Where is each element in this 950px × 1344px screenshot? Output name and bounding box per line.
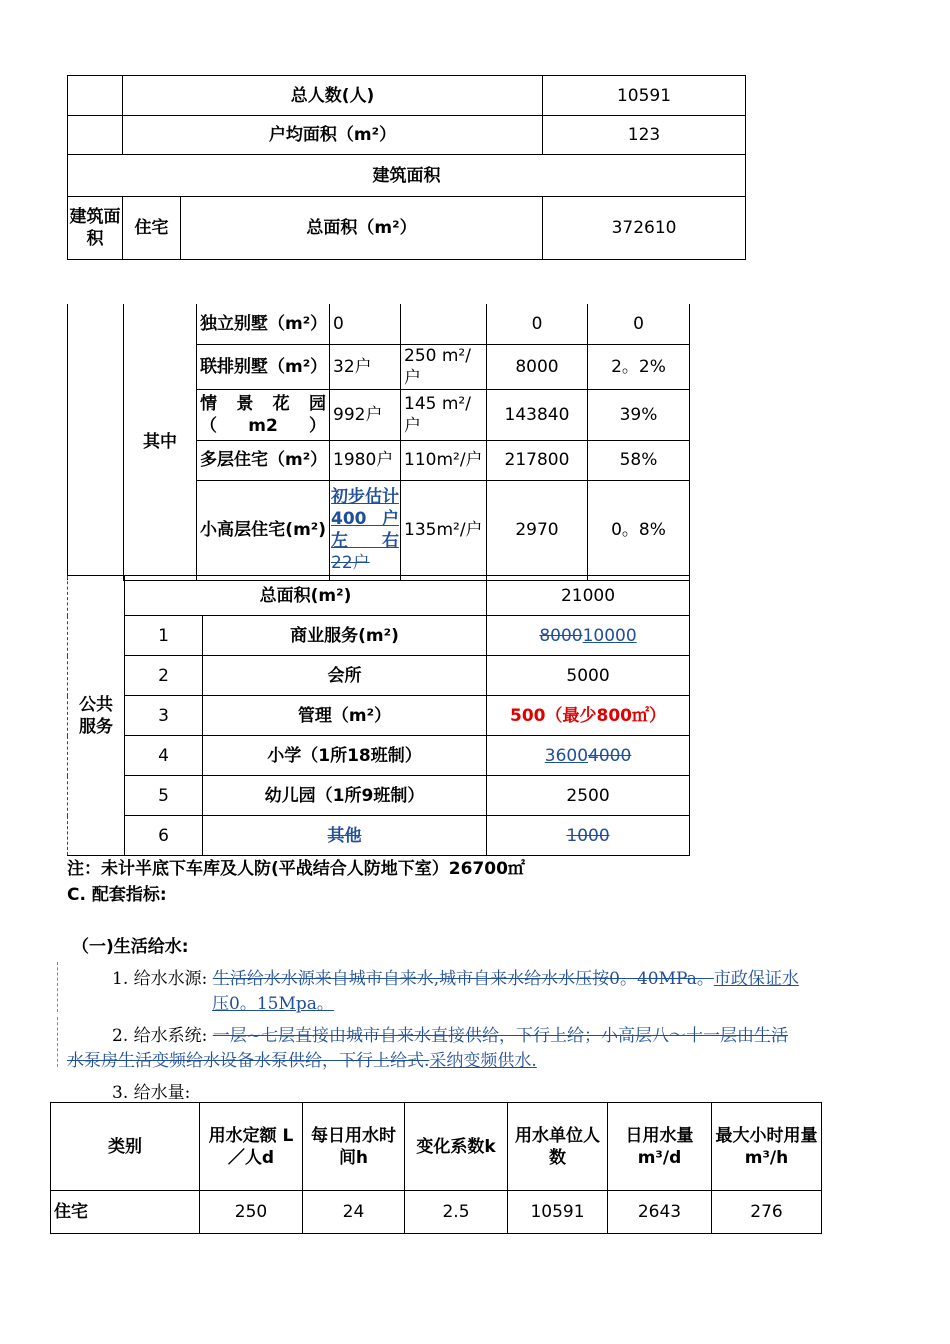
- tracked-deletion: 8000: [539, 625, 583, 646]
- header-people: 用水单位人数: [508, 1103, 608, 1191]
- pct-cell: 2。2%: [588, 344, 690, 389]
- tracked-deletion: 22户: [331, 553, 370, 573]
- sub-label: 住宅: [123, 197, 181, 260]
- row-number: 6: [125, 816, 203, 856]
- service-name: 商业服务(m²): [203, 616, 487, 656]
- row-number: 3: [125, 696, 203, 736]
- total-population-label: 总人数(人): [123, 76, 543, 116]
- service-name: [203, 816, 487, 856]
- tracked-deletion: 1000: [566, 825, 610, 846]
- group-label: 其中: [124, 304, 197, 580]
- item1-line-2: [212, 989, 334, 1014]
- service-name: 管理（m²）: [203, 696, 487, 736]
- service-value: [487, 816, 690, 856]
- count-cell: 32户: [330, 344, 401, 389]
- type-cell: 独立别墅（m²）: [197, 304, 330, 344]
- type-cell: 情 景 花 园（m2）: [197, 389, 330, 440]
- tracked-deletion: 一层~七层直接由城市自来水直接供给，下行上给；小高层八～十一层由生活: [212, 1026, 789, 1046]
- blank-cell: [68, 76, 123, 116]
- header-factor: 变化系数k: [405, 1103, 508, 1191]
- row-number: 5: [125, 776, 203, 816]
- tracked-deletion: 其他: [327, 825, 362, 846]
- tracked-insertion: 10000: [582, 625, 637, 646]
- row-people: 10591: [508, 1191, 608, 1234]
- residential-area-value: 372610: [543, 197, 746, 260]
- group-label: 建筑面积: [68, 197, 123, 260]
- item3-line: 3. 给水量:: [112, 1083, 191, 1103]
- row-category: 住宅: [51, 1191, 200, 1234]
- header-hours: 每日用水时间h: [303, 1103, 405, 1191]
- row-quota: 250: [200, 1191, 303, 1234]
- service-value: [487, 736, 690, 776]
- header-quota: 用水定额 L／人d: [200, 1103, 303, 1191]
- item2-line: [112, 1021, 788, 1046]
- unit-cell: [401, 304, 487, 344]
- row-daily: 2643: [608, 1191, 712, 1234]
- unit-cell: 135m²/户: [401, 480, 487, 580]
- unit-cell: 110m²/户: [401, 440, 487, 480]
- service-value: 500（最少800㎡）: [487, 696, 690, 736]
- row-number: 2: [125, 656, 203, 696]
- item1-line: [112, 964, 799, 989]
- count-cell: [330, 480, 401, 580]
- type-cell: 多层住宅（m²）: [197, 440, 330, 480]
- total-label: 总面积(m²): [125, 576, 487, 616]
- section-c-heading: C. 配套指标:: [67, 885, 167, 905]
- pct-cell: 39%: [588, 389, 690, 440]
- item2-line-2: [67, 1046, 537, 1071]
- service-name: 幼儿园（1所9班制）: [203, 776, 487, 816]
- avg-area-value: 123: [543, 116, 746, 155]
- blank-cell: [68, 304, 124, 580]
- service-name: 小学（1所18班制）: [203, 736, 487, 776]
- service-value: 5000: [487, 656, 690, 696]
- type-cell: 小高层住宅(m²): [197, 480, 330, 580]
- header-category: 类别: [51, 1103, 200, 1191]
- housing-type-table: [67, 304, 690, 581]
- tracked-insertion: 压0。15Mpa。: [212, 994, 334, 1014]
- summary-table: [67, 75, 746, 260]
- pct-cell: 0: [588, 304, 690, 344]
- total-population-value: 10591: [543, 76, 746, 116]
- blank-cell: [68, 116, 123, 155]
- type-cell: 联排别墅（m²）: [197, 344, 330, 389]
- group-label: 公共服务: [68, 576, 125, 856]
- area-cell: 143840: [487, 389, 588, 440]
- area-cell: 2970: [487, 480, 588, 580]
- avg-area-label: 户均面积（m²）: [123, 116, 543, 155]
- area-cell: 0: [487, 304, 588, 344]
- tracked-deletion: 4000: [588, 745, 632, 766]
- pct-cell: 58%: [588, 440, 690, 480]
- item2-prefix: 2. 给水系统:: [112, 1026, 208, 1046]
- tracked-deletion: 生活给水水源来自城市自来水,城市自来水给水水压按0。40MPa。: [212, 969, 714, 989]
- header-hourly-max: 最大小时用量m³/h: [712, 1103, 822, 1191]
- tracked-deletion: 水泵房生活变频给水设备水泵供给，下行上给式.: [67, 1051, 430, 1071]
- row-number: 1: [125, 616, 203, 656]
- tracked-insertion: 采纳变频供水.: [429, 1051, 537, 1071]
- item1-prefix: 1. 给水水源:: [112, 969, 208, 989]
- header-daily: 日用水量 m³/d: [608, 1103, 712, 1191]
- section-1-heading: （一)生活给水:: [72, 937, 189, 957]
- table-note: 注：未计半底下车库及人防(平战结合人防地下室）26700㎡: [67, 859, 525, 879]
- unit-cell: 145 m²/户: [401, 389, 487, 440]
- area-cell: 217800: [487, 440, 588, 480]
- area-cell: 8000: [487, 344, 588, 389]
- row-number: 4: [125, 736, 203, 776]
- pct-cell: 0。8%: [588, 480, 690, 580]
- tracked-insertion: 初步估计 400户左右: [331, 487, 399, 551]
- change-bar: [57, 1017, 58, 1067]
- count-cell: 0: [330, 304, 401, 344]
- row-factor: 2.5: [405, 1191, 508, 1234]
- count-cell: 992户: [330, 389, 401, 440]
- count-cell: 1980户: [330, 440, 401, 480]
- tracked-insertion: 市政保证水: [713, 969, 799, 989]
- row-hours: 24: [303, 1191, 405, 1234]
- unit-cell: 250 m²/户: [401, 344, 487, 389]
- tracked-insertion: 3600: [544, 745, 589, 766]
- service-name: 会所: [203, 656, 487, 696]
- water-supply-table: [50, 1102, 822, 1234]
- residential-area-label: 总面积（m²）: [181, 197, 543, 260]
- row-hourly-max: 276: [712, 1191, 822, 1234]
- service-value: 2500: [487, 776, 690, 816]
- change-bar: [57, 962, 58, 1012]
- section-title: 建筑面积: [68, 155, 746, 197]
- service-value: [487, 616, 690, 656]
- total-value: 21000: [487, 576, 690, 616]
- public-service-table: [67, 575, 690, 856]
